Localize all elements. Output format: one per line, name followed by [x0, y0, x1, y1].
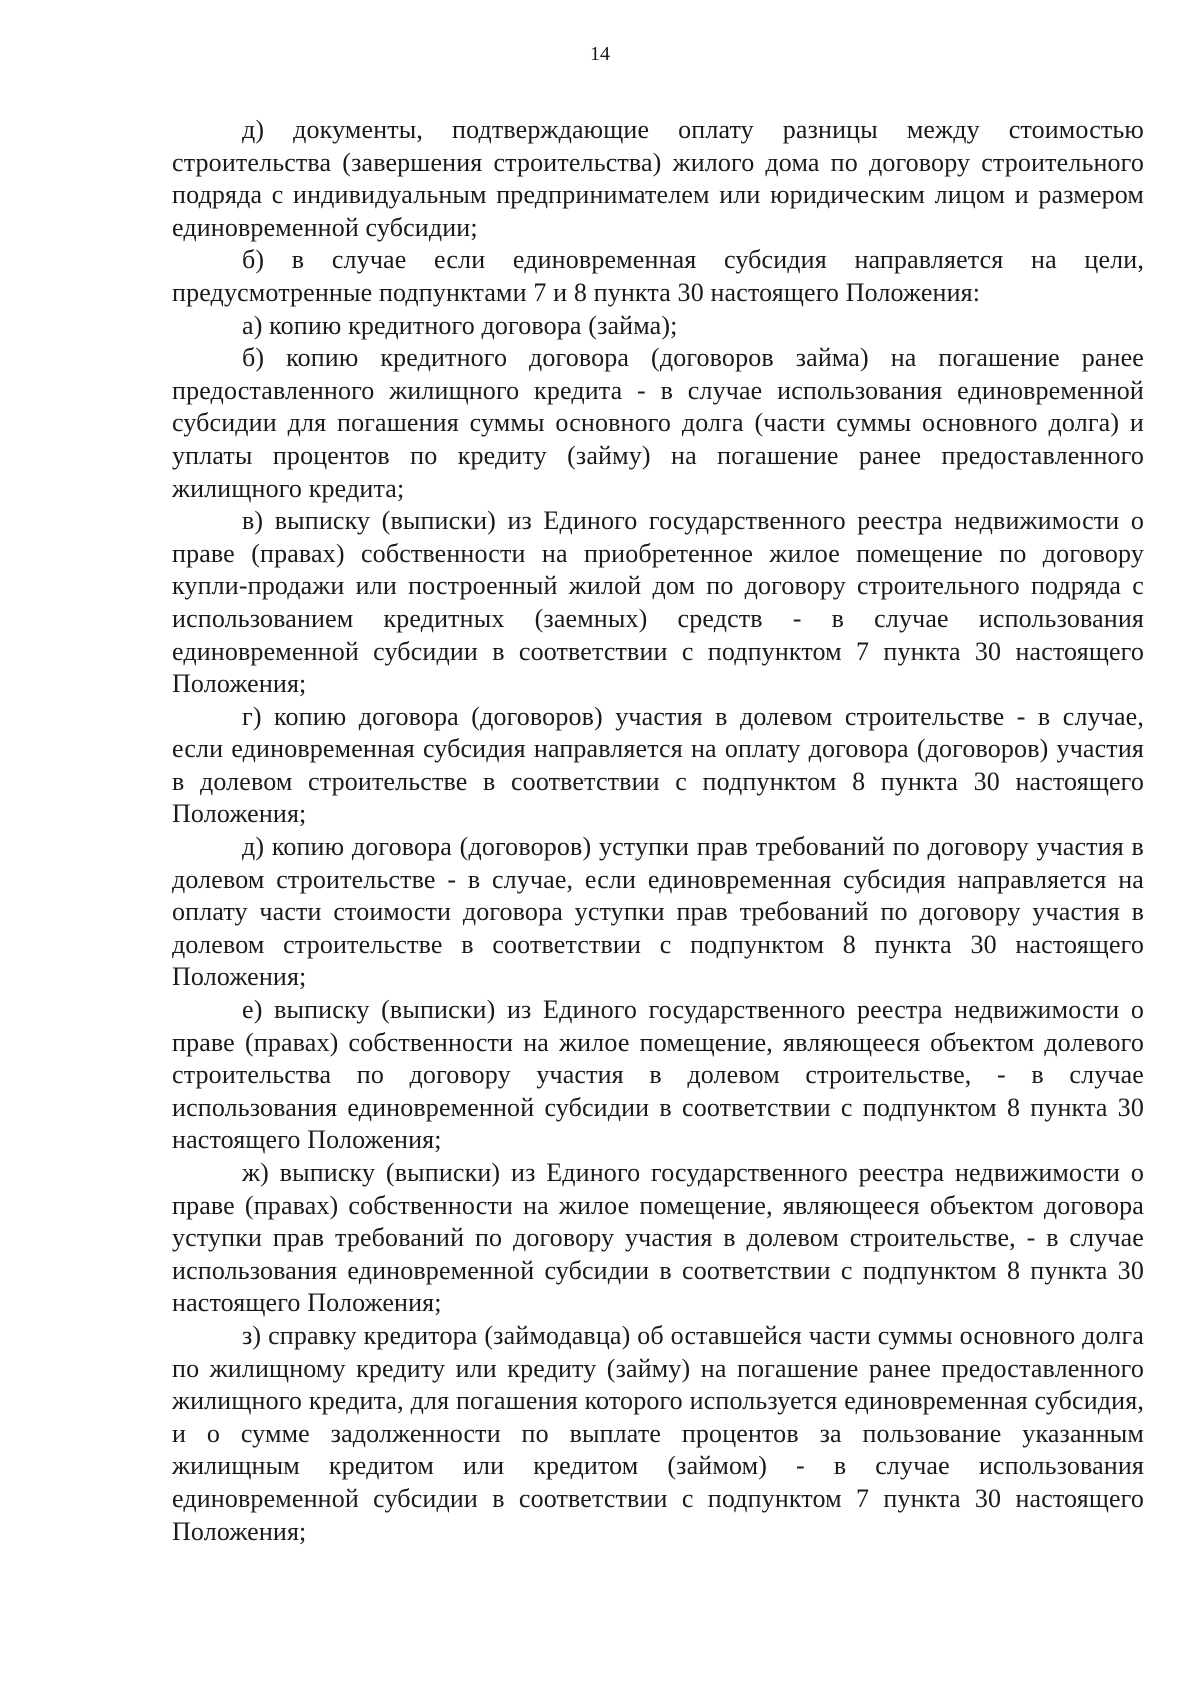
paragraph-z-creditor-certificate: з) справку кредитора (займодавца) об оставшейся части суммы основного долга по жилищному кредиту или кредиту (займу) на погашение ранее предоставленного жилищного кредита, для погашения которого используется единовременная субсидия, и о сумме задолженности по выплате процентов за пользование указанным жилищным кредитом или кредитом (займом) - в случае использования единовременной субсидии в соответствии с подпунктом 7 пункта 30 настоящего Положения; — [172, 1320, 1144, 1546]
paragraph-e-registry-extract-shared: е) выписку (выписки) из Единого государственного реестра недвижимости о праве (правах) собственности на жилое помещение, являющееся объектом долевого строительства по договору участия в долевом строительстве, - в случае использования единовременной субсидии в соответствии с подпунктом 8 пункта 30 настоящего Положения; — [172, 995, 1144, 1155]
paragraph-b-refinance-agreement-copy: б) копию кредитного договора (договоров займа) на погашение ранее предоставленного жилищного кредита - в случае использования единовременной субсидии для погашения суммы основного долга (части суммы основного долга) и уплаты процентов по кредиту (займу) на погашение ранее предоставленного жилищного кредита; — [172, 343, 1144, 503]
paragraph-a-loan-agreement-copy: а) копию кредитного договора (займа); — [242, 310, 678, 340]
paragraph-v-registry-extract: в) выписку (выписки) из Единого государственного реестра недвижимости о праве (правах) собственности на приобретенное жилое помещение по договору купли-продажи или построенный жилой дом по договору строительного подряда с использованием кредитных (заемных) средств - в случае использования единовременной субсидии в соответствии с подпунктом 7 пункта 30 настоящего Положения; — [172, 506, 1144, 699]
paragraph-b-credit-purposes: б) в случае если единовременная субсидия направляется на цели, предусмотренные подпунктами 7 и 8 пункта 30 настоящего Положения: — [172, 245, 1144, 307]
paragraph-d-payment-documents: д) документы, подтверждающие оплату разницы между стоимостью строительства (завершения строительства) жилого дома по договору строительного подряда с индивидуальным предпринимателем или юридическим лицом и размером единовременной субсидии; — [172, 115, 1144, 242]
paragraph-d-assignment-agreement: д) копию договора (договоров) уступки прав требований по договору участия в долевом строительстве - в случае, если единовременная субсидия направляется на оплату части стоимости договора уступки прав требований по договору участия в долевом строительстве в соответствии с подпунктом 8 пункта 30 настоящего Положения; — [172, 832, 1144, 992]
paragraph-g-shared-construction-agreement: г) копию договора (договоров) участия в долевом строительстве - в случае, если единовременная субсидия направляется на оплату договора (договоров) участия в долевом строительстве в соответствии с подпунктом 8 пункта 30 настоящего Положения; — [172, 701, 1144, 829]
paragraph-zh-registry-extract-assignment: ж) выписку (выписки) из Единого государственного реестра недвижимости о праве (правах) собственности на жилое помещение, являющееся объектом договора уступки прав требований по договору участия в долевом строительстве, - в случае использования единовременной субсидии в соответствии с подпунктом 8 пункта 30 настоящего Положения; — [172, 1158, 1144, 1318]
document-body — [172, 114, 1144, 1548]
page-number: 14 — [590, 43, 610, 65]
